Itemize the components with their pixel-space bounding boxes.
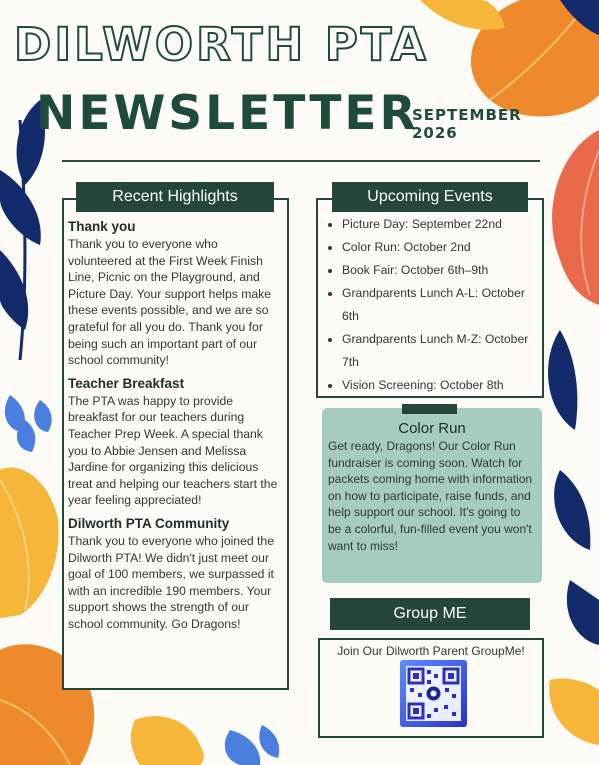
highlight-text: Thank you to everyone who joined the Dilworth PTA! We didn't just meet our goal of 100 members, we surpassed it with an incredible 190 members. Your support shows the strength of our school community. Go Dragons!: [68, 533, 274, 631]
issue-date: [412, 106, 522, 142]
groupme-text: Join Our Dilworth Parent GroupMe!: [337, 644, 525, 658]
yellow-leaf-icon: [549, 678, 599, 745]
event-item: • Grandparents Lunch M-Z: October 7th: [342, 328, 542, 374]
clip-icon: [402, 404, 457, 414]
event-item: • Vision Screening: October 8th: [342, 374, 542, 397]
blue-leaf-icon: [225, 725, 279, 765]
events-heading: Upcoming Events: [332, 182, 528, 212]
blue-leaf-icon: [5, 395, 52, 452]
event-item: • Color Run: October 2nd: [342, 236, 542, 259]
newsletter-title-line2: NEWSLETTER: [36, 86, 419, 141]
yellow-leaf-icon: [131, 716, 204, 765]
event-item: • Book Fair: October 6th–9th: [342, 259, 542, 282]
highlight-title: Dilworth PTA Community: [68, 515, 230, 531]
event-item: • Grandparents Lunch A-L: October 6th: [342, 282, 542, 328]
highlight-text: Thank you to everyone who volunteered at the First Week Finish Line, Picnic on the Playground, and Picture Day. Your support helps make these events possible, and we are so grateful for all you do. Thank you for being such an important part of our school community!: [68, 237, 272, 368]
highlights-heading: Recent Highlights: [76, 182, 274, 212]
navy-leaf-icon: [548, 330, 599, 645]
color-run-title: Color Run: [398, 420, 466, 437]
newsletter-title-line1: DILWORTH PTA: [14, 18, 429, 71]
highlight-title: Thank you: [68, 219, 136, 234]
event-item: • Picture Day: September 22nd: [342, 213, 542, 236]
color-run-text: Get ready, Dragons! Our Color Run fundraiser is coming soon. Watch for packets coming home with information on how to participate, raise funds, and help support our school. It's going to be a colorful, fun-filled event you won't want to miss!: [328, 439, 533, 553]
yellow-leaf-icon: [0, 467, 59, 618]
header-divider: [62, 160, 540, 162]
color-run-card: [322, 408, 542, 583]
issue-month: SEPTEMBER: [412, 106, 522, 124]
groupme-heading: Group ME: [330, 598, 530, 630]
qr-code-icon[interactable]: [400, 660, 467, 727]
highlight-text: The PTA was happy to provide breakfast for our teachers during Teacher Prep Week. A special thank you to Abbie Jensen and Melissa Jardine for organizing this delicious treat and helping our teachers start the year feeling appreciated!: [68, 393, 278, 508]
issue-year: 2026: [412, 124, 458, 142]
highlights-content: [68, 218, 284, 638]
events-list: [322, 213, 542, 397]
coral-leaf-icon: [552, 130, 599, 305]
highlight-title: Teacher Breakfast: [68, 375, 185, 391]
